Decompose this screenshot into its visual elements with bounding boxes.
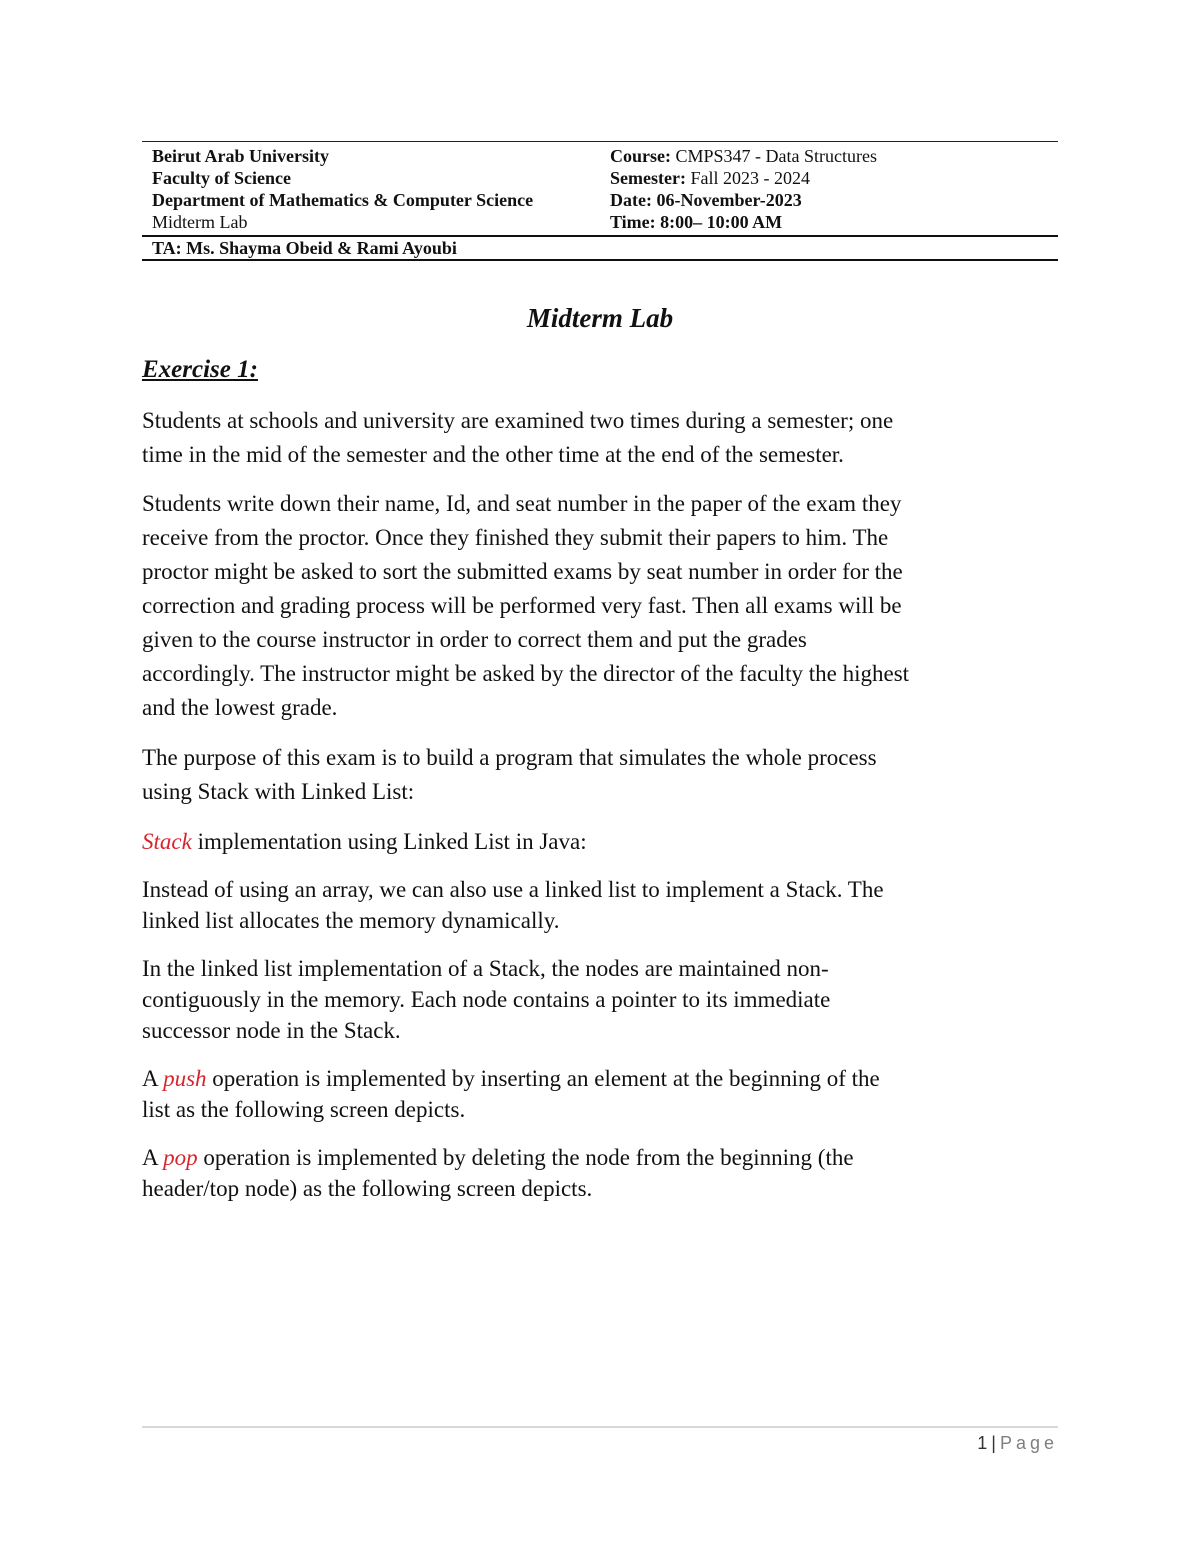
paragraph-line: receive from the proctor. Once they finished they submit their papers to him. The <box>142 525 889 550</box>
department-name: Department of Mathematics & Computer Science <box>152 190 534 210</box>
paragraph-line: using Stack with Linked List: <box>142 779 415 804</box>
paragraph-line: successor node in the Stack. <box>142 1018 401 1043</box>
page-label: Page <box>999 1433 1058 1453</box>
paragraph-line: list as the following screen depicts. <box>142 1097 466 1122</box>
push-keyword: push <box>163 1066 207 1091</box>
paragraph-line: Instead of using an array, we can also use a linked list to implement a Stack. The <box>142 877 884 902</box>
course-label: Course: <box>610 146 671 166</box>
paragraph-line <box>142 1063 1072 1094</box>
paragraph-nodes <box>142 953 1072 1046</box>
course-line <box>610 145 1058 167</box>
paragraph-line: In the linked list implementation of a Stack, the nodes are maintained non- <box>142 956 829 981</box>
paragraph-line: Students write down their name, Id, and seat number in the paper of the exam they <box>142 491 902 516</box>
exam-type: Midterm Lab <box>152 212 248 232</box>
exam-time: Time: 8:00– 10:00 AM <box>610 212 783 232</box>
paragraph-line: and the lowest grade. <box>142 695 338 720</box>
course-value: CMPS347 - Data Structures <box>671 146 877 166</box>
header-right-column <box>610 145 1058 233</box>
page-footer <box>977 1433 1058 1454</box>
paragraph-line: correction and grading process will be performed very fast. Then all exams will be <box>142 593 902 618</box>
ta-names: TA: Ms. Shayma Obeid & Rami Ayoubi <box>152 238 457 258</box>
university-name: Beirut Arab University <box>152 146 329 166</box>
page-title: Midterm Lab <box>526 303 674 333</box>
exam-date: Date: 06-November-2023 <box>610 190 802 210</box>
semester-line <box>610 167 1058 189</box>
header-bottom-rule <box>142 259 1058 261</box>
paragraph-text: A <box>142 1066 164 1091</box>
semester-label: Semester: <box>610 168 686 188</box>
paragraph-line: The purpose of this exam is to build a program that simulates the whole process <box>142 745 877 770</box>
faculty-name: Faculty of Science <box>152 168 291 188</box>
stack-keyword: Stack <box>142 829 192 854</box>
paragraph-line: linked list allocates the memory dynamically. <box>142 908 560 933</box>
paragraph-line: contiguously in the memory. Each node contains a pointer to its immediate <box>142 987 831 1012</box>
paragraph-line <box>142 825 1072 859</box>
paragraph-stack-heading <box>142 825 1072 859</box>
paragraph-text: A <box>142 1145 164 1170</box>
exercise-heading: Exercise 1: <box>142 356 258 383</box>
document-header <box>142 141 1058 261</box>
paragraph-linked-list <box>142 874 1072 936</box>
footer-rule <box>142 1426 1058 1428</box>
paragraph-text: operation is implemented by deleting the node from the beginning (the <box>197 1145 854 1170</box>
paragraph-pop <box>142 1142 1072 1204</box>
paragraph-line: proctor might be asked to sort the submitted exams by seat number in order for the <box>142 559 903 584</box>
header-info-grid <box>142 142 1058 233</box>
semester-value: Fall 2023 - 2024 <box>685 168 810 188</box>
paragraph-text: operation is implemented by inserting an element at the beginning of the <box>206 1066 880 1091</box>
paragraph-push <box>142 1063 1072 1125</box>
paragraph-text: implementation using Linked List in Java: <box>191 829 587 854</box>
pop-keyword: pop <box>163 1145 198 1170</box>
paragraph-line: accordingly. The instructor might be asked by the director of the faculty the highest <box>142 661 910 686</box>
footer-separator: | <box>991 1433 996 1453</box>
paragraph-process <box>142 487 1072 725</box>
header-left-column <box>142 145 610 233</box>
paragraph-line: Students at schools and university are examined two times during a semester; one <box>142 408 894 433</box>
paragraph-purpose <box>142 741 1072 809</box>
paragraph-line <box>142 1142 1072 1173</box>
paragraph-line: given to the course instructor in order to correct them and put the grades <box>142 627 807 652</box>
paragraph-intro <box>142 404 1072 472</box>
paragraph-line: time in the mid of the semester and the other time at the end of the semester. <box>142 442 844 467</box>
paragraph-line: header/top node) as the following screen depicts. <box>142 1176 593 1201</box>
page-number: 1 <box>977 1433 988 1453</box>
